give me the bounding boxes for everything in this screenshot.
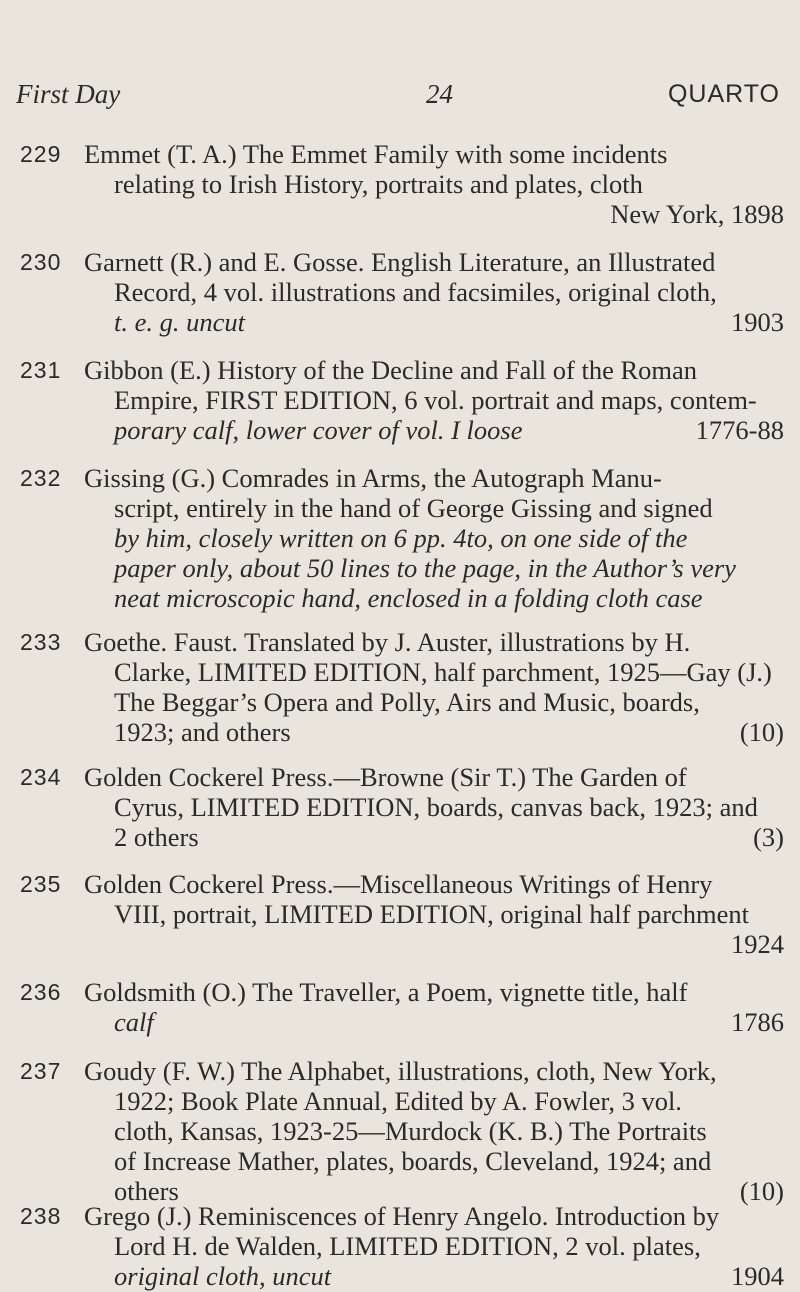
lot-line: Garnett (R.) and E. Gosse. English Literature, an Illustrated <box>84 247 716 277</box>
lot-line-text: others <box>114 1176 179 1206</box>
lot-line: Golden Cockerel Press.—Miscellaneous Writings of Henry <box>84 869 713 899</box>
lot-line: of Increase Mather, plates, boards, Cleveland, 1924; and <box>114 1146 712 1176</box>
lot-number: 229 <box>20 141 62 167</box>
lot-date: 1776-88 <box>695 415 784 445</box>
lot-line: Golden Cockerel Press.—Browne (Sir T.) The Garden of <box>84 762 687 792</box>
lot-number: 235 <box>20 871 62 897</box>
lot-number: 236 <box>20 979 62 1005</box>
lot-line: Cyrus, LIMITED EDITION, boards, canvas back, 1923; and <box>114 792 758 822</box>
lot-line: script, entirely in the hand of George Gissing and signed <box>114 493 713 523</box>
lot-number: 230 <box>20 249 62 275</box>
lot-number: 231 <box>20 357 62 383</box>
running-head-format: QUARTO <box>667 80 780 108</box>
lot-description <box>84 463 784 613</box>
lot-line-text: original cloth, uncut <box>114 1261 332 1291</box>
lot-quantity: (10) <box>739 1176 784 1206</box>
running-head-day: First Day <box>16 79 121 109</box>
lot-line: Clarke, LIMITED EDITION, half parchment, 1925—Gay (J.) <box>114 657 772 687</box>
lot-line <box>84 415 784 445</box>
lot-description <box>84 247 784 337</box>
lot-line <box>84 822 784 852</box>
lot-description <box>84 139 784 229</box>
lot-line-text: calf <box>114 1007 154 1037</box>
lot-imprint: New York, 1898 <box>610 199 784 229</box>
lot-line: Goldsmith (O.) The Traveller, a Poem, vignette title, half <box>84 977 688 1007</box>
lot-line: by him, closely written on 6 pp. 4to, on one side of the <box>114 523 688 553</box>
lot-line <box>84 1007 784 1037</box>
lot-line: Goudy (F. W.) The Alphabet, illustrations, cloth, New York, <box>84 1056 717 1086</box>
lot-line: Gibbon (E.) History of the Decline and Fall of the Roman <box>84 355 698 385</box>
lot-line-text: t. e. g. uncut <box>114 307 245 337</box>
lot-line: paper only, about 50 lines to the page, in the Author’s very <box>114 553 736 583</box>
lot-line: Goethe. Faust. Translated by J. Auster, illustrations by H. <box>84 627 691 657</box>
lot-date: 1903 <box>731 307 784 337</box>
lot-line: VIII, portrait, LIMITED EDITION, original half parchment <box>114 899 750 929</box>
lot-number: 232 <box>20 465 62 491</box>
lot-date: 1924 <box>731 929 784 959</box>
lot-line: Gissing (G.) Comrades in Arms, the Autograph Manu- <box>84 463 662 493</box>
lot-number: 237 <box>20 1058 62 1084</box>
lot-number: 233 <box>20 629 62 655</box>
lot-description <box>84 1056 784 1206</box>
lot-line-text: 2 others <box>114 822 199 852</box>
lot-quantity: (10) <box>739 717 784 747</box>
lot-line: 1922; Book Plate Annual, Edited by A. Fowler, 3 vol. <box>114 1086 682 1116</box>
lot-line: neat microscopic hand, enclosed in a folding cloth case <box>114 583 703 613</box>
lot-description <box>84 977 784 1037</box>
lot-line-text: porary calf, lower cover of vol. I loose <box>114 415 523 445</box>
lot-quantity: (3) <box>753 822 784 852</box>
lot-line <box>84 717 784 747</box>
lot-line: Grego (J.) Reminiscences of Henry Angelo. Introduction by <box>84 1201 720 1231</box>
lot-number: 238 <box>20 1203 62 1229</box>
lot-description <box>84 869 784 959</box>
lot-description <box>84 355 784 445</box>
lot-line: The Beggar’s Opera and Polly, Airs and Music, boards, <box>114 687 700 717</box>
lot-line: Emmet (T. A.) The Emmet Family with some incidents <box>84 139 668 169</box>
lot-line: cloth, Kansas, 1923-25—Murdock (K. B.) The Portraits <box>114 1116 707 1146</box>
lot-line-text: 1923; and others <box>114 717 291 747</box>
page-number: 24 <box>426 79 453 109</box>
lot-date: 1904 <box>731 1261 784 1291</box>
lot-line <box>84 1261 784 1291</box>
lot-line: Empire, FIRST EDITION, 6 vol. portrait and maps, contem- <box>114 385 757 415</box>
lot-line: Record, 4 vol. illustrations and facsimiles, original cloth, <box>114 277 717 307</box>
lot-line <box>84 307 784 337</box>
page-header <box>16 78 780 112</box>
lot-number: 234 <box>20 764 62 790</box>
lot-line: relating to Irish History, portraits and plates, cloth <box>114 169 643 199</box>
lot-description <box>84 1201 784 1291</box>
lot-description <box>84 762 784 852</box>
lot-date: 1786 <box>731 1007 784 1037</box>
lot-description <box>84 627 784 747</box>
lot-line: Lord H. de Walden, LIMITED EDITION, 2 vol. plates, <box>114 1231 701 1261</box>
